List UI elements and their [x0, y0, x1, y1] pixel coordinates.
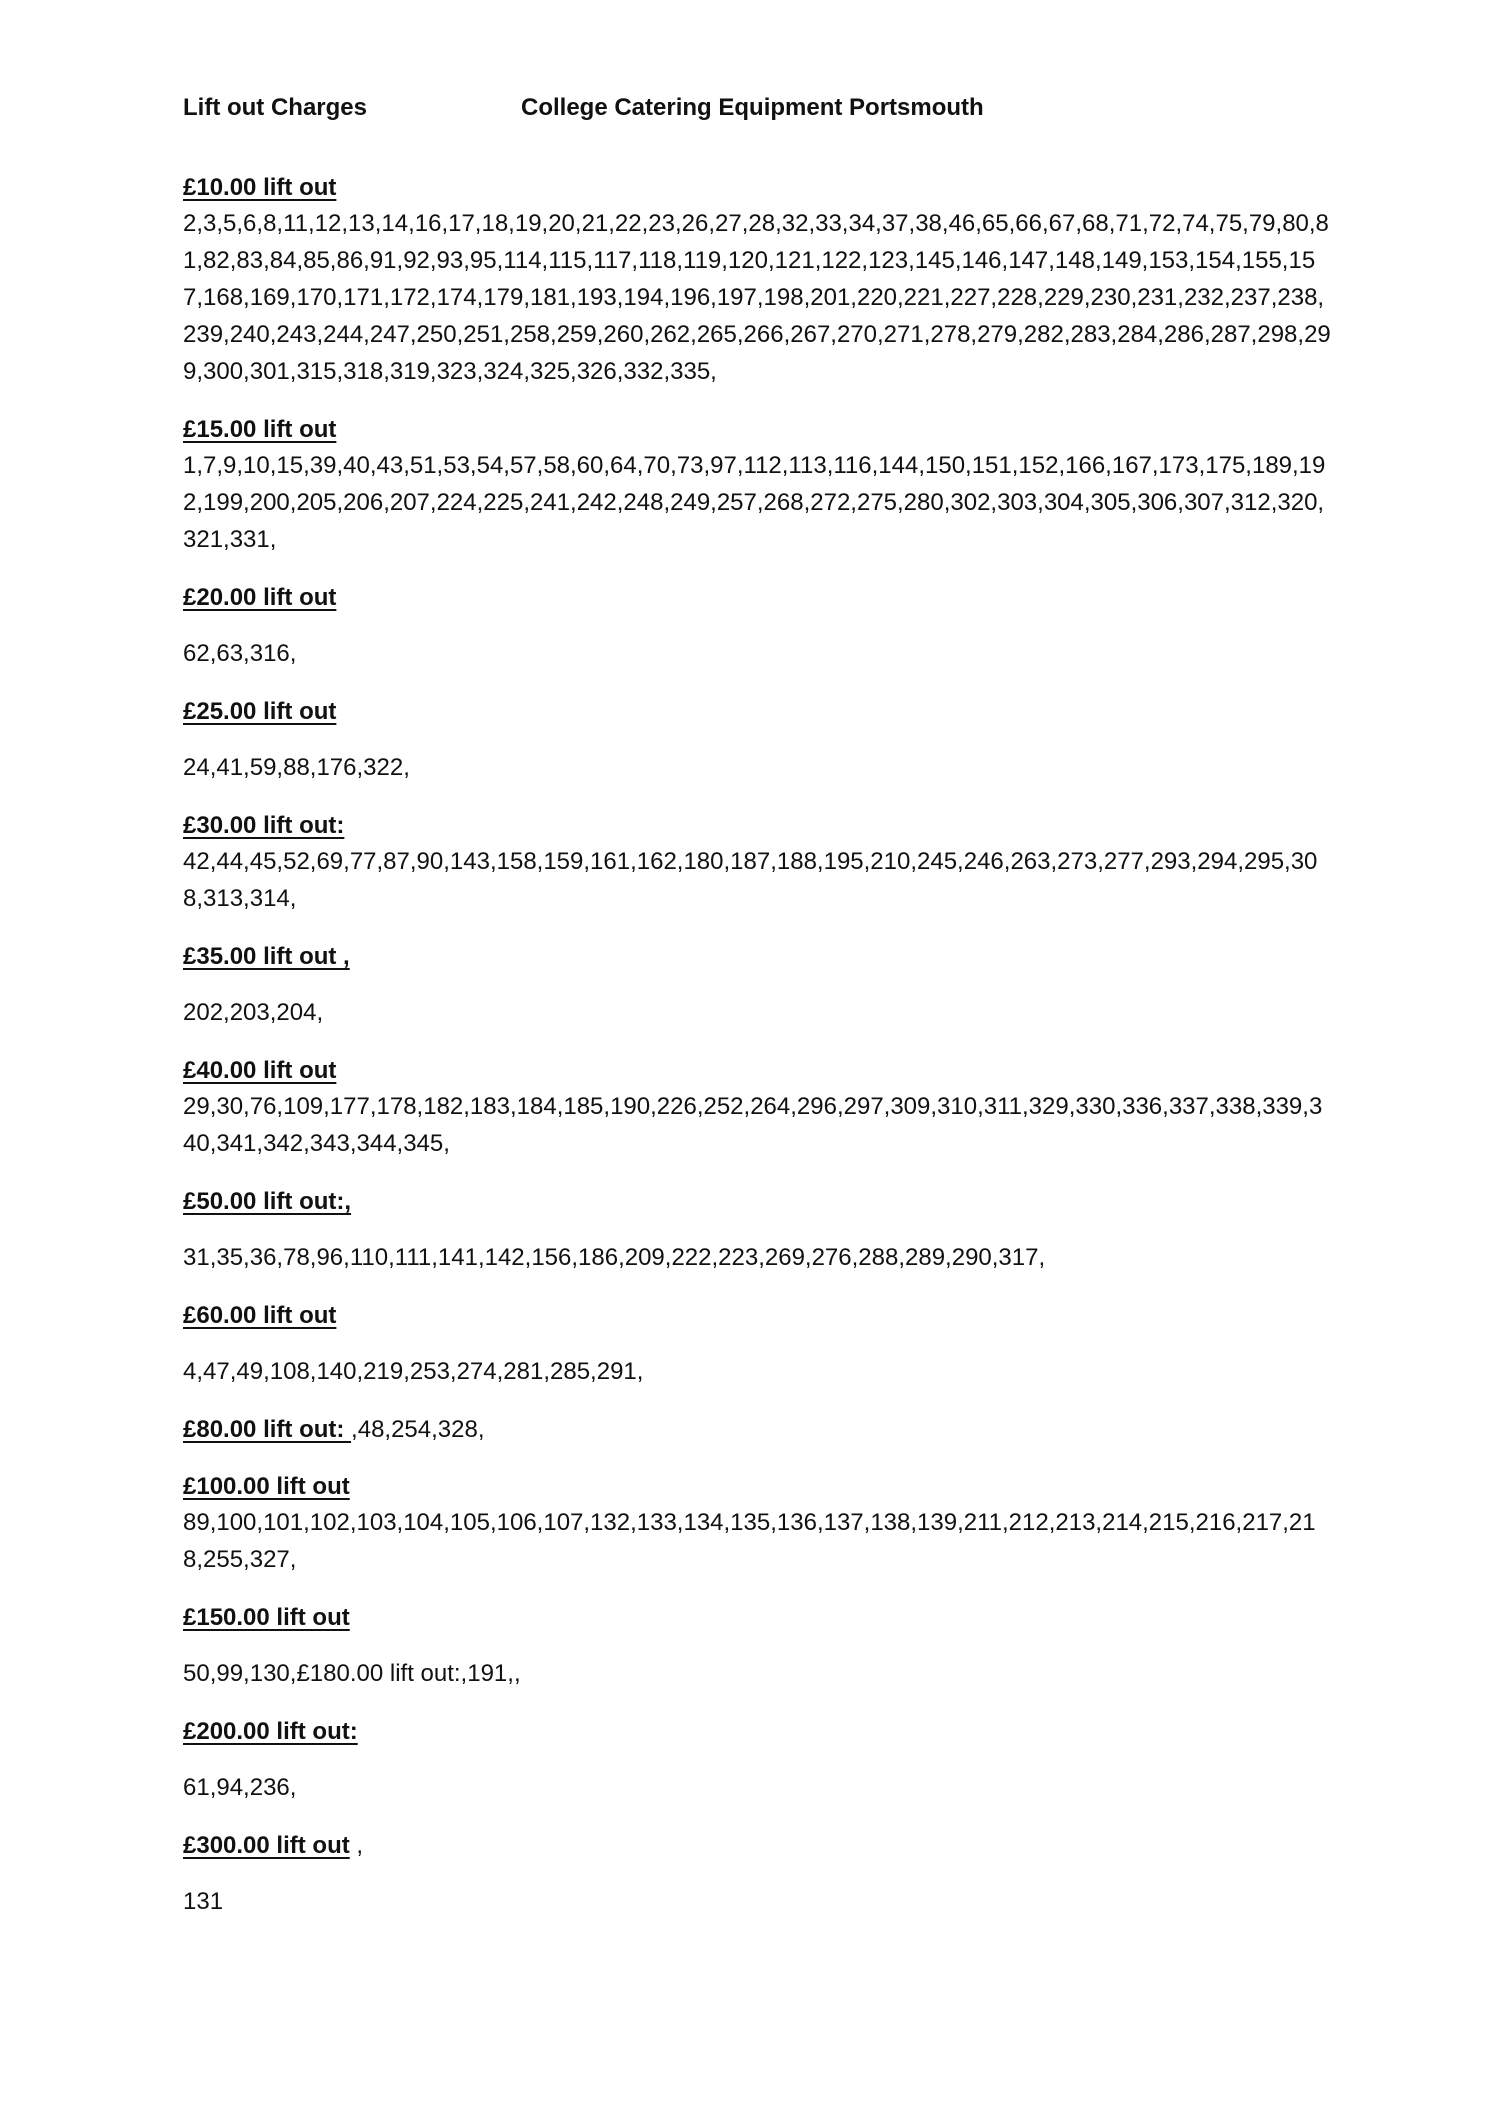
charge-section-25 [183, 694, 1333, 786]
charge-heading: £40.00 lift out [183, 1057, 337, 1084]
item-list: 131 [183, 1888, 224, 1915]
charge-heading: £35.00 lift out , [183, 943, 350, 970]
item-list: 202,203,204, [183, 999, 324, 1026]
charge-section-50 [183, 1184, 1333, 1276]
charge-section-30 [183, 808, 1333, 917]
charge-section-40 [183, 1053, 1333, 1162]
header-company: College Catering Equipment Portsmouth [521, 94, 984, 121]
page-header [183, 88, 1333, 128]
charge-section-150 [183, 1600, 1333, 1692]
document-page [183, 88, 1333, 1942]
item-list: 1,7,9,10,15,39,40,43,51,53,54,57,58,60,64,70,73,97,112,113,116,144,150,151,152,166,167,173,175,189,192,199,200,205,206,207,224,225,241,242,248,249,257,268,272,275,280,302,303,304,305,306,307,312,320,321,331, [183, 452, 1326, 553]
charge-section-60 [183, 1298, 1333, 1390]
item-list: 50,99,130,£180.00 lift out:,191,, [183, 1660, 521, 1687]
charge-section-35 [183, 939, 1333, 1031]
item-list: 29,30,76,109,177,178,182,183,184,185,190,226,252,264,296,297,309,310,311,329,330,336,337,338,339,340,341,342,343,344,345, [183, 1093, 1323, 1157]
item-list: 89,100,101,102,103,104,105,106,107,132,133,134,135,136,137,138,139,211,212,213,214,215,216,217,218,255,327, [183, 1509, 1316, 1573]
charge-section-200 [183, 1714, 1333, 1806]
item-list: 24,41,59,88,176,322, [183, 754, 410, 781]
header-title: Lift out Charges [183, 94, 367, 121]
item-list: ,48,254,328, [351, 1416, 485, 1443]
charge-heading: £25.00 lift out [183, 698, 337, 725]
charge-heading: £100.00 lift out [183, 1473, 350, 1500]
item-list: 61,94,236, [183, 1774, 297, 1801]
item-list: 42,44,45,52,69,77,87,90,143,158,159,161,162,180,187,188,195,210,245,246,263,273,277,293,294,295,308,313,314, [183, 848, 1318, 912]
charge-heading: £80.00 lift out: [183, 1416, 352, 1443]
charge-section-20 [183, 580, 1333, 672]
charge-section-10 [183, 170, 1333, 390]
charge-heading: £20.00 lift out [183, 584, 337, 611]
charge-heading: £150.00 lift out [183, 1604, 350, 1631]
charge-section-300 [183, 1828, 1333, 1920]
heading-suffix: , [349, 1832, 364, 1859]
charge-section-15 [183, 412, 1333, 558]
charge-heading: £200.00 lift out: [183, 1718, 358, 1745]
item-list: 2,3,5,6,8,11,12,13,14,16,17,18,19,20,21,22,23,26,27,28,32,33,34,37,38,46,65,66,67,68,71,72,74,75,79,80,81,82,83,84,85,86,91,92,93,95,114,115,117,118,119,120,121,122,123,145,146,147,148,149,153,154,155,157,168,169,170,171,172,174,179,181,193,194,196,197,198,201,220,221,227,228,229,230,231,232,237,238,239,240,243,244,247,250,251,258,259,260,262,265,266,267,270,271,278,279,282,283,284,286,287,298,299,300,301,315,318,319,323,324,325,326,332,335, [183, 210, 1331, 385]
charge-heading: £10.00 lift out [183, 174, 337, 201]
charge-heading: £30.00 lift out: [183, 812, 345, 839]
charge-section-80 [183, 1412, 1333, 1447]
charge-heading-row [183, 1828, 1333, 1863]
charge-heading: £60.00 lift out [183, 1302, 337, 1329]
charge-heading: £50.00 lift out:, [183, 1188, 352, 1215]
item-list: 62,63,316, [183, 640, 297, 667]
item-list: 4,47,49,108,140,219,253,274,281,285,291, [183, 1358, 644, 1385]
item-list: 31,35,36,78,96,110,111,141,142,156,186,209,222,223,269,276,288,289,290,317, [183, 1244, 1046, 1271]
charge-heading: £15.00 lift out [183, 416, 337, 443]
charge-heading: £300.00 lift out [183, 1832, 350, 1859]
charge-section-100 [183, 1469, 1333, 1578]
